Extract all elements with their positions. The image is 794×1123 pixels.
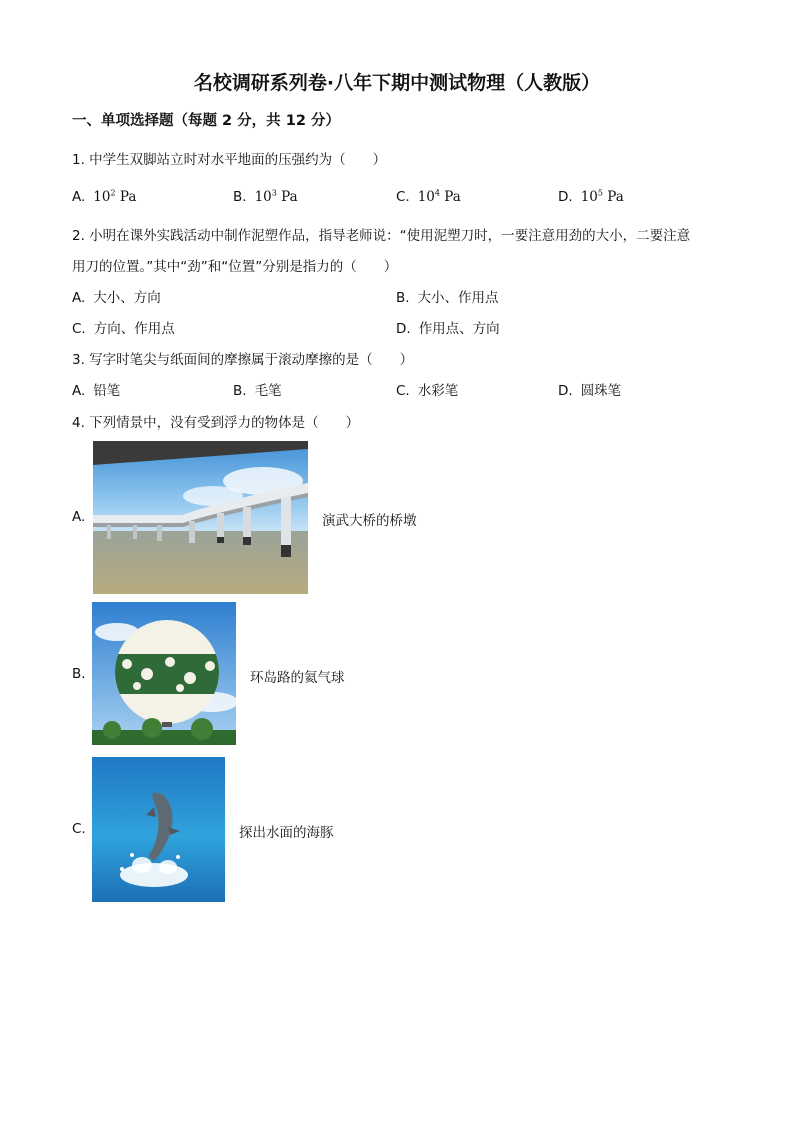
q4-option-a-label: A.	[72, 509, 86, 525]
q4-option-c-caption: 探出水面的海豚	[239, 825, 334, 841]
question-1-stem: 1. 中学生双脚站立时对水平地面的压强约为（ ）	[72, 152, 387, 168]
question-2-stem-line1: 2. 小明在课外实践活动中制作泥塑作品，指导老师说：“使用泥塑刀时，一要注意用劲的大小，二要注意	[72, 228, 691, 244]
q3-option-c: C. 水彩笔	[396, 383, 459, 399]
section-heading: 一、单项选择题（每题 2 分，共 12 分）	[72, 113, 340, 129]
q1-option-c: C. $10^4$ Pa	[396, 188, 461, 205]
q4-option-c-label: C.	[72, 821, 86, 837]
q1-option-a: A. $10^2$ Pa	[72, 188, 137, 205]
q4-option-b-caption: 环岛路的氦气球	[250, 670, 345, 686]
q3-option-d: D. 圆珠笔	[558, 383, 622, 399]
question-4-stem: 4. 下列情景中，没有受到浮力的物体是（ ）	[72, 415, 360, 431]
q3-option-b: B. 毛笔	[233, 383, 282, 399]
q4-option-b-label: B.	[72, 666, 86, 682]
q2-option-a: A. 大小、方向	[72, 290, 161, 306]
q1-option-d: D. $10^5$ Pa	[558, 188, 624, 205]
q4-option-a-caption: 演武大桥的桥墩	[322, 513, 417, 529]
question-3-stem: 3. 写字时笔尖与纸面间的摩擦属于滚动摩擦的是（ ）	[72, 352, 414, 368]
page-title: 名校调研系列卷·八年下期中测试物理（人教版）	[193, 72, 601, 94]
q1-option-b: B. $10^3$ Pa	[233, 188, 298, 205]
question-2-stem-line2: 用刀的位置。”其中“劲”和“位置”分别是指力的（ ）	[72, 259, 398, 275]
balloon-photo	[92, 602, 236, 745]
q2-option-d: D. 作用点、方向	[396, 321, 500, 337]
bridge-photo	[93, 441, 308, 594]
q3-option-a: A. 铅笔	[72, 383, 121, 399]
q2-option-c: C. 方向、作用点	[72, 321, 175, 337]
q2-option-b: B. 大小、作用点	[396, 290, 499, 306]
dolphin-photo	[92, 757, 225, 902]
